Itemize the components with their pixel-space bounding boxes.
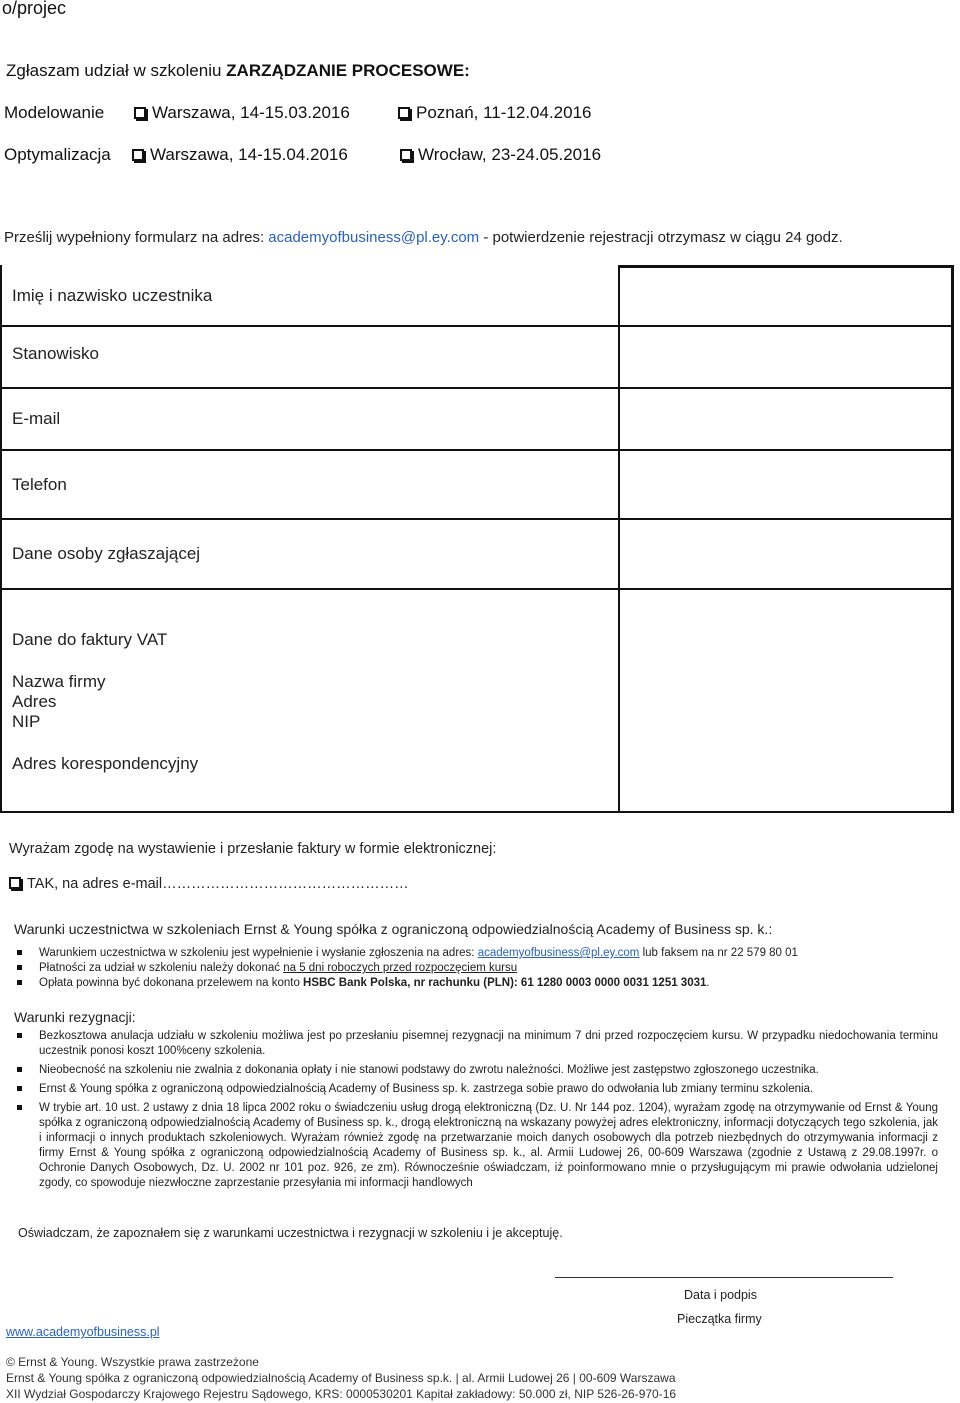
option-wroclaw-may[interactable]	[400, 145, 601, 165]
terms-email-link[interactable]: academyofbusiness@pl.ey.com	[477, 947, 640, 959]
registration-intro	[6, 61, 470, 81]
invoice-address-label: Adres	[12, 692, 57, 711]
field-position-input[interactable]	[620, 327, 954, 389]
terms-deadline: na 5 dni roboczych przed rozpoczęciem kursu	[283, 962, 518, 974]
cancellation-item: Bezkosztowa anulacja udziału w szkoleniu możliwa jest po przesłaniu pisemnej rezygnacji na minimum 7 dni przed rozpoczęciem kursu. W przypadku niedochowania terminu uczestnik ponosi koszt 100%ceny szkolenia.	[14, 1029, 938, 1059]
field-phone-label-cell	[2, 451, 620, 520]
option-poznan-april[interactable]	[398, 103, 592, 123]
terms-text: lub faksem na nr 22 579 80 01	[639, 947, 798, 959]
checkbox-icon[interactable]	[9, 877, 21, 889]
field-name-label-cell	[2, 265, 620, 327]
option-warszawa-april[interactable]	[132, 145, 348, 165]
date-signature-label: Data i podpis	[684, 1288, 757, 1302]
send-instruction	[4, 229, 843, 246]
option-label: Warszawa, 14-15.03.2016	[152, 103, 350, 122]
company-registry: XII Wydział Gospodarczy Krajowego Rejestru Sądowego, KRS: 0000530201 Kapitał zakładowy: 50.000 zł, NIP 526-26-970-16	[6, 1387, 677, 1401]
invoice-label-cell	[2, 590, 620, 813]
option-label: Warszawa, 14-15.04.2016	[150, 145, 348, 164]
terms-text: Warunkiem uczestnictwa w szkoleniu jest wypełnienie i wysłanie zgłoszenia na adres:	[39, 947, 478, 959]
field-position-label-cell	[2, 327, 620, 389]
terms-text: .	[706, 977, 710, 989]
cancellation-item: Ernst & Young spółka z ograniczoną odpowiedzialnością Academy of Business sp. k. zastrzega sobie prawo do odwołania lub zmiany terminu szkolenia.	[14, 1082, 938, 1097]
cancellation-list	[14, 1029, 938, 1191]
declaration: Oświadczam, że zapoznałem się z warunkami uczestnictwa i rezygnacji w szkoleniu i je akceptuję.	[18, 1226, 563, 1240]
option-label: Poznań, 11-12.04.2016	[416, 103, 592, 122]
terms-text: Płatności za udział w szkoleniu należy dokonać	[39, 962, 284, 974]
terms-text: Opłata powinna być dokonana przelewem na konto	[39, 977, 304, 989]
send-prefix: Prześlij wypełniony formularz na adres:	[4, 229, 269, 246]
row-label: Modelowanie	[4, 103, 105, 122]
invoice-nip-label: NIP	[12, 712, 41, 731]
invoice-company-label: Nazwa firmy	[12, 672, 106, 691]
course-name: ZARZĄDZANIE PROCESOWE:	[226, 61, 470, 80]
header-clip-text: o/projec	[2, 0, 67, 18]
terms-item	[14, 961, 960, 976]
terms-list	[14, 946, 960, 991]
checkbox-icon[interactable]	[134, 107, 146, 119]
option-label: Wrocław, 23-24.05.2016	[418, 145, 602, 164]
website-link[interactable]: www.academyofbusiness.pl	[6, 1325, 160, 1339]
field-name-label: Imię i nazwisko uczestnika	[12, 286, 213, 305]
checkbox-icon[interactable]	[132, 149, 144, 161]
e-invoice-consent: Wyrażam zgodę na wystawienie i przesłanie faktury w formie elektronicznej:	[9, 841, 497, 857]
signature-line[interactable]	[555, 1277, 893, 1278]
send-email-link[interactable]: academyofbusiness@pl.ey.com	[268, 229, 480, 246]
cancellation-item: W trybie art. 10 ust. 2 ustawy z dnia 18 lipca 2002 roku o świadczeniu usług drogą elektroniczną (Dz. U. Nr 144 poz. 1204), wyrażam zgodę na otrzymywanie od Ernst & Young spółka z ograniczoną odpowiedzialnością Academy of Business sp. k., drogą elektroniczną na wskazany powyżej adres elektroniczny, informacji dotyczących tego szkolenia, jak i informacji o innych produktach szkoleniowych. Wyrażam również zgodę na przetwarzanie moich danych osobowych dla potrzeb niezbędnych do otrzymywania informacji z firmy Ernst & Young spółka z ograniczoną odpowiedzialnością Academy of Business sp. k., al. Armii Ludowej 26, 00-609 Warszawa (zgodnie z Ustawą z 29.08.1997r. o Ochronie Danych Osobowych, Dz. U. 2002 nr 101 poz. 926, ze zm). Równocześnie oświadczam, iż poinformowano mnie o przysługującym mi prawie odwołania udzielonej zgody, co spowoduje niezwłoczne zaprzestanie przesyłania mi informacji handlowych	[14, 1101, 938, 1191]
row-label: Optymalizacja	[4, 145, 111, 164]
field-phone-label: Telefon	[12, 475, 67, 494]
field-email-label: E-mail	[12, 409, 61, 428]
checkbox-icon[interactable]	[400, 149, 412, 161]
send-suffix: - potwierdzenie rejestracji otrzymasz w ciągu 24 godz.	[479, 229, 843, 246]
intro-text: Zgłaszam udział w szkoleniu	[6, 61, 227, 80]
e-invoice-option[interactable]	[9, 876, 409, 892]
field-email-label-cell	[2, 389, 620, 451]
field-submitter-label-cell	[2, 520, 620, 590]
field-phone-input[interactable]	[620, 451, 954, 520]
invoice-title: Dane do faktury VAT	[12, 630, 168, 649]
terms-item	[14, 976, 960, 991]
invoice-input[interactable]	[620, 590, 954, 813]
email-blank[interactable]: ……………………………………………	[162, 876, 409, 892]
option-warszawa-march[interactable]	[134, 103, 350, 123]
copyright: © Ernst & Young. Wszystkie prawa zastrzeżone	[6, 1355, 259, 1369]
cancellation-item: Nieobecność na szkoleniu nie zwalnia z dokonania opłaty i nie stanowi podstawy do zwrotu należności. Możliwe jest zastępstwo zgłoszonego uczestnika.	[14, 1063, 938, 1078]
company-address: Ernst & Young spółka z ograniczoną odpowiedzialnością Academy of Business sp.k. | al. Armii Ludowej 26 | 00-609 Warszawa	[6, 1371, 676, 1385]
cancellation-title: Warunki rezygnacji:	[14, 1009, 136, 1025]
bank-account: HSBC Bank Polska, nr rachunku (PLN): 61 1280 0003 0000 0031 1251 3031	[303, 977, 707, 989]
terms-title: Warunki uczestnictwa w szkoleniach Ernst & Young spółka z ograniczoną odpowiedzialnością Academy of Business sp. k.:	[14, 921, 773, 937]
course-row-optymalizacja	[4, 145, 111, 165]
field-submitter-input[interactable]	[620, 520, 954, 590]
checkbox-icon[interactable]	[398, 107, 410, 119]
field-name-input[interactable]	[620, 268, 954, 327]
field-email-input[interactable]	[620, 389, 954, 451]
course-row-modelowanie	[4, 103, 104, 123]
option-label: TAK, na adres e-mail	[27, 876, 163, 892]
field-position-label: Stanowisko	[12, 344, 99, 363]
registration-form-table	[0, 265, 954, 813]
invoice-correspondence-label: Adres korespondencyjny	[12, 754, 199, 773]
company-stamp-label: Pieczątka firmy	[677, 1312, 762, 1326]
field-submitter-label: Dane osoby zgłaszającej	[12, 544, 201, 563]
terms-item	[14, 946, 960, 961]
